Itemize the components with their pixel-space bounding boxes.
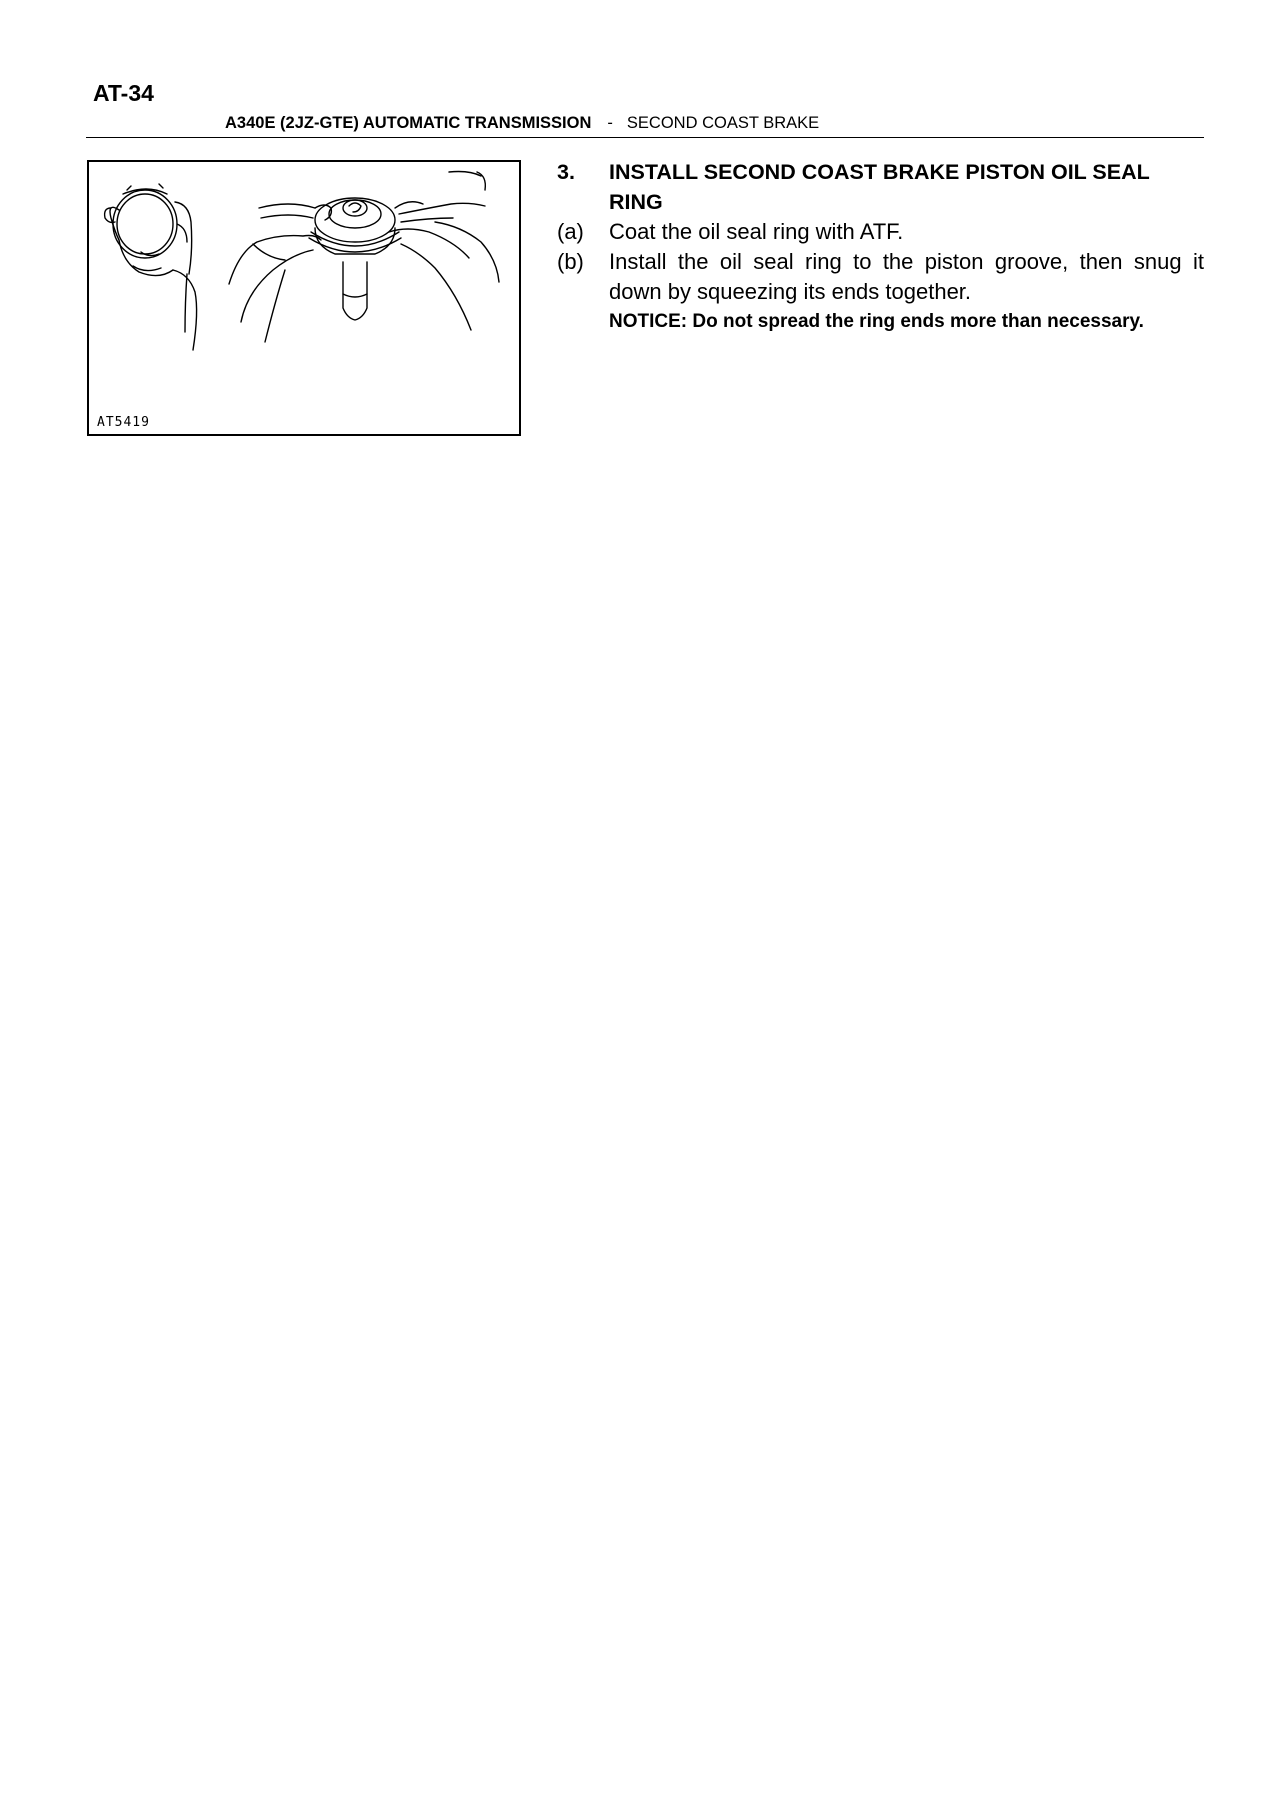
substep-a — [557, 217, 1204, 247]
notice-text: NOTICE: Do not spread the ring ends more than necessary. — [609, 311, 1144, 332]
hand-holding-ring-drawing — [105, 184, 197, 350]
substep-label: (a) — [557, 219, 584, 244]
manual-title: A340E (2JZ-GTE) AUTOMATIC TRANSMISSION — [225, 114, 592, 132]
page-number: AT-34 — [93, 80, 154, 106]
procedure-step — [557, 157, 1204, 337]
substep-b — [557, 247, 1204, 307]
header-rule — [86, 137, 1204, 138]
section-title: SECOND COAST BRAKE — [626, 114, 820, 132]
step-heading — [557, 157, 1204, 217]
substep-text: Coat the oil seal ring with ATF. — [609, 219, 904, 244]
substep-text: Install the oil seal ring to the piston groove, then snug it down by squeezing its ends together. — [609, 249, 1204, 304]
step-title: INSTALL SECOND COAST BRAKE PISTON OIL SEAL RING — [609, 160, 1150, 214]
header-separator: - — [607, 114, 613, 132]
running-header — [225, 114, 819, 133]
substep-label: (b) — [557, 249, 584, 274]
hands-fitting-ring-drawing — [229, 172, 499, 343]
oil-seal-ring-illustration — [89, 162, 519, 434]
illustration-frame — [87, 160, 521, 436]
figure-code: AT5419 — [97, 415, 150, 430]
step-number: 3. — [557, 160, 575, 184]
